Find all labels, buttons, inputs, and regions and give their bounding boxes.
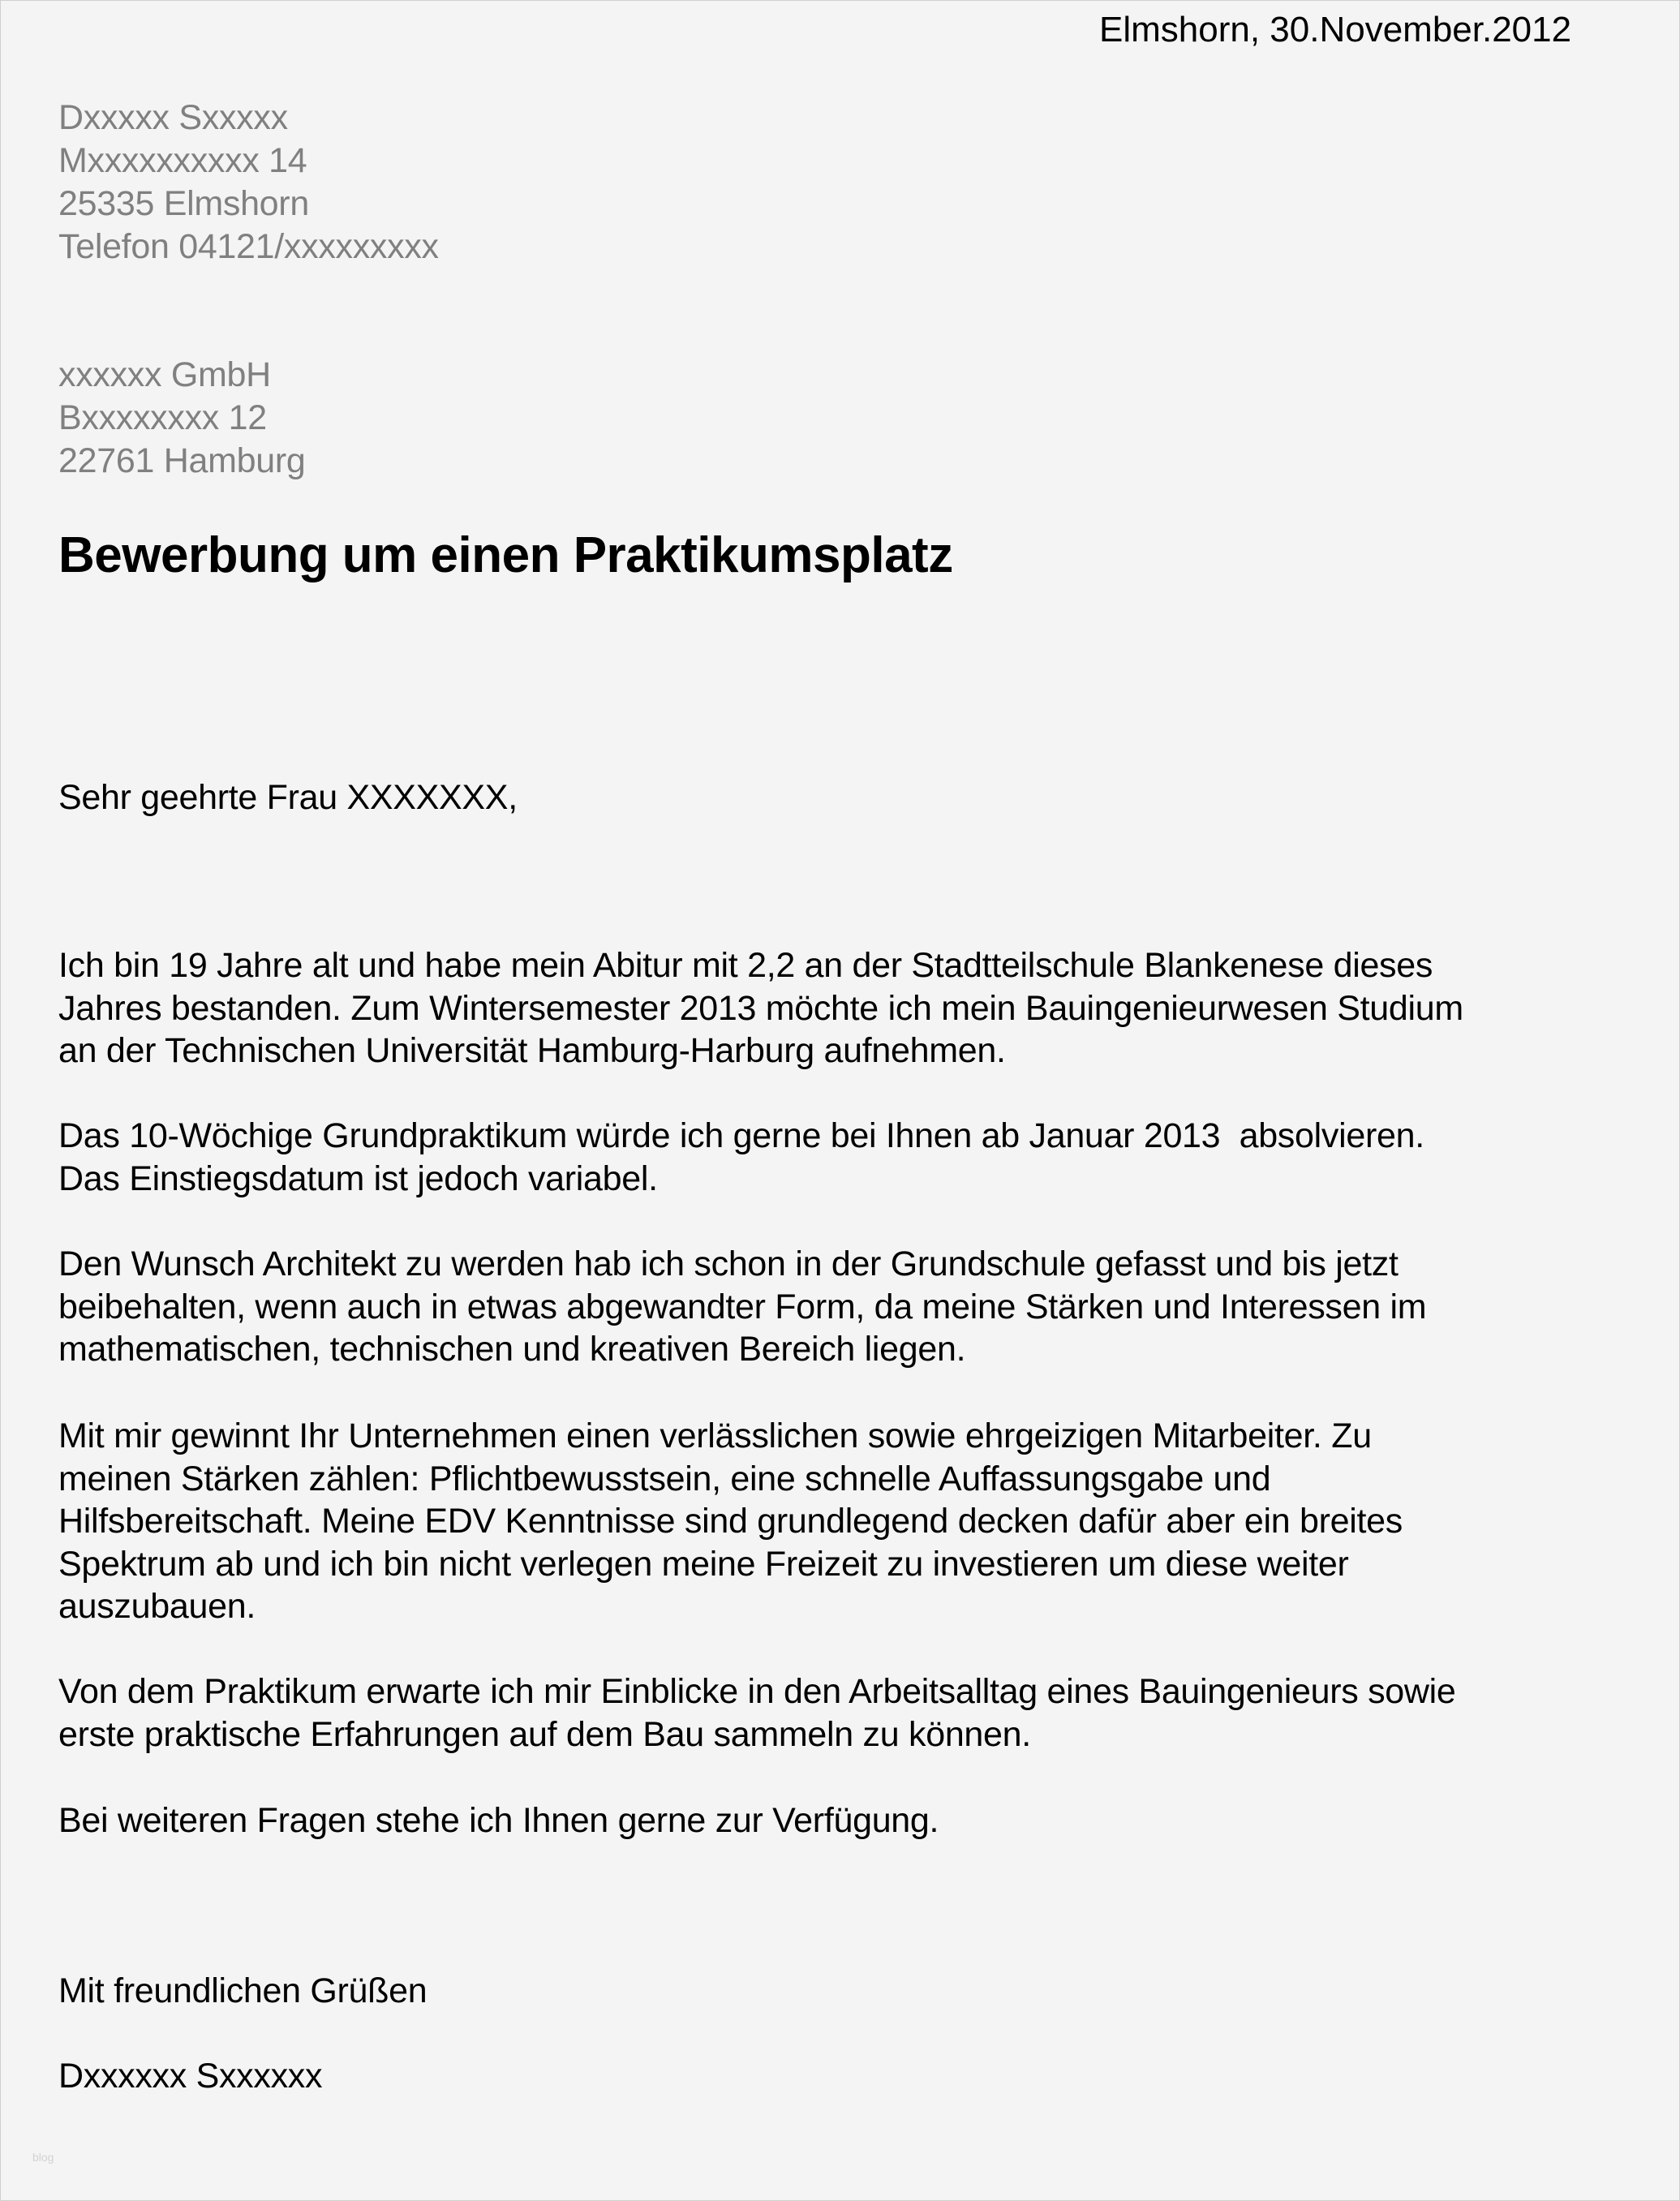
paragraph-line: Ich bin 19 Jahre alt und habe mein Abitur mit 2,2 an der Stadtteilschule Blankenese dieses xyxy=(58,946,1433,985)
paragraph-line: Den Wunsch Architekt zu werden hab ich schon in der Grundschule gefasst und bis jetzt xyxy=(58,1245,1399,1283)
paragraph-2 xyxy=(58,1115,1424,1200)
paragraph-line: Spektrum ab und ich bin nicht verlegen meine Freizeit zu investieren um diese weiter xyxy=(58,1544,1349,1584)
paragraph-line: Hilfsbereitschaft. Meine EDV Kenntnisse sind grundlegend decken dafür aber ein breites xyxy=(58,1502,1403,1541)
paragraph-6 xyxy=(58,1799,939,1842)
paragraph-line: beibehalten, wenn auch in etwas abgewandter Form, da meine Stärken und Interessen im xyxy=(58,1287,1427,1326)
signature: Dxxxxxx Sxxxxxx xyxy=(58,2057,323,2096)
date-line: Elmshorn, 30.November.2012 xyxy=(1099,10,1572,49)
subject-heading: Bewerbung um einen Praktikumsplatz xyxy=(58,527,953,583)
paragraph-1 xyxy=(58,944,1463,1073)
sender-name: Dxxxxx Sxxxxx xyxy=(58,98,288,137)
paragraph-3 xyxy=(58,1243,1426,1371)
paragraph-line: an der Technischen Universität Hamburg-Harburg aufnehmen. xyxy=(58,1031,1006,1070)
paragraph-line: Von dem Praktikum erwarte ich mir Einblicke in den Arbeitsalltag eines Bauingenieurs sowie xyxy=(58,1672,1456,1711)
paragraph-4 xyxy=(58,1415,1403,1628)
watermark: blog xyxy=(32,2151,54,2164)
recipient-street: Bxxxxxxxx 12 xyxy=(58,398,267,437)
recipient-city: 22761 Hamburg xyxy=(58,441,306,480)
paragraph-line: mathematischen, technischen und kreativen Bereich liegen. xyxy=(58,1330,966,1369)
recipient-company: xxxxxx GmbH xyxy=(58,355,271,394)
closing: Mit freundlichen Grüßen xyxy=(58,1971,428,2010)
paragraph-line: Bei weiteren Fragen stehe ich Ihnen gerne zur Verfügung. xyxy=(58,1801,939,1840)
sender-phone: Telefon 04121/xxxxxxxxx xyxy=(58,227,439,266)
paragraph-line: auszubauen. xyxy=(58,1587,256,1626)
paragraph-line: Das Einstiegsdatum ist jedoch variabel. xyxy=(58,1159,658,1198)
sender-street: Mxxxxxxxxxx 14 xyxy=(58,141,307,180)
paragraph-line: Das 10-Wöchige Grundpraktikum würde ich gerne bei Ihnen ab Januar 2013 absolvieren. xyxy=(58,1116,1424,1155)
paragraph-line: erste praktische Erfahrungen auf dem Bau sammeln zu können. xyxy=(58,1714,1031,1754)
paragraph-line: meinen Stärken zählen: Pflichtbewusstsein, eine schnelle Auffassungsgabe und xyxy=(58,1459,1271,1498)
paragraph-line: Jahres bestanden. Zum Wintersemester 2013 möchte ich mein Bauingenieurwesen Studium xyxy=(58,988,1463,1028)
sender-city: 25335 Elmshorn xyxy=(58,184,309,223)
paragraph-line: Mit mir gewinnt Ihr Unternehmen einen verlässlichen sowie ehrgeizigen Mitarbeiter. Zu xyxy=(58,1416,1372,1455)
paragraph-5 xyxy=(58,1670,1456,1756)
salutation: Sehr geehrte Frau XXXXXXX, xyxy=(58,778,518,817)
